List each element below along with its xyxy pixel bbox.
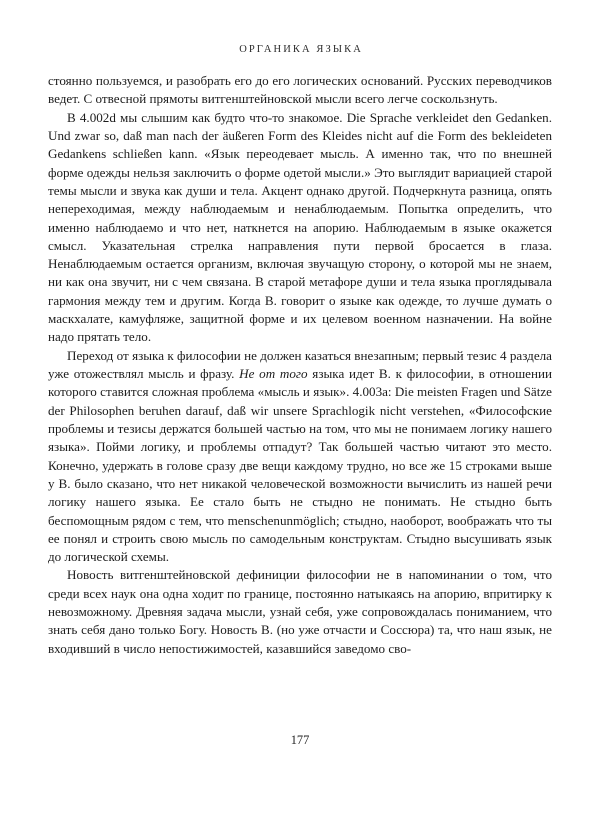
- paragraph-3-emphasis: Не от того: [239, 366, 308, 381]
- paragraph-3-tail: языка идет В. к философии, в отношении которого ставится сложная проблема «мысль и язык». 4.003a: Die meisten Fragen und Sätze der Philosophen beruhen darauf, daß wir unsere Sprachlogik nicht verstehen, «Философские проблемы и тезисы держатся большей частью на том, что мы не понимаем логику нашего языка». Пойми логику, и проблемы отпадут? Так большей частью читают это место. Конечно, удержать в голове сразу две вещи каждому трудно, но все же 15 строками выше у В. было сказано, что нет никакой человеческой возможности вычислить из нашей речи логику нашего языка. Ее стало быть не стыдно не понимать. Не стыдно быть беспомощным рядом с тем, что menschenunmöglich; стыдно, наоборот, воображать что ты ее понял и строить свою мысль по самодельным конструктам. Стыдно высушивать язык до логической схемы.: [48, 366, 552, 565]
- paragraph-3: [48, 347, 552, 567]
- running-head: ОРГАНИКА ЯЗЫКА: [239, 44, 363, 55]
- body-text-block: [48, 72, 552, 658]
- paragraph-4: Новость витгенштейновской дефиниции философии не в напоминании о том, что среди всех наук она одна ходит по границе, постоянно натыкаясь на апорию, впритирку к невозможному. Древняя задача мысли, узнай себя, уже сопровождалась пониманием, что знать себя дано только Богу. Новость В. (но уже отчасти и Соссюра) та, что наш язык, не входивший в число непостижимостей, казавшийся заведомо сво-: [48, 567, 552, 656]
- paragraph-1: стоянно пользуемся, и разобрать его до его логических оснований. Русских переводчиков ведет. С отвесной прямоты витгенштейновской мысли всего легче соскользнуть.: [48, 73, 552, 107]
- page-number: 177: [290, 733, 310, 747]
- paragraph-3-lead: Переход от языка к философии не должен казаться внезапным; первый тезис 4 раздела уже отожествлял мысль и фразу.: [48, 347, 552, 381]
- paragraph-2: В 4.002d мы слышим как будто что-то знакомое. Die Sprache verkleidet den Gedanken. Und zwar so, daß man nach der äußeren Form des Kleides nicht auf die Form des bekleideten Gedankens schließen kann. «Язык переодевает мысль. А именно так, что по внешней форме одежды нельзя заключить о форме одетой мысли.» Это выглядит вариацией старой темы мысли и звука как души и тела. Акцент однако другой. Подчеркнута разница, опять непереходимая, между наблюдаемым и ненаблюдаемым. Попытка определить, что именно наблюдаемо и что нет, наткнется на апорию. Наблюдаемым в языке окажется смысл. Указательная стрелка направления пути первой бросается в глаза. Ненаблюдаемым остается организм, включая звучащую сторону, о которой мы не знаем, ни как она звучит, ни с чем связана. В старой метафоре души и тела языка проглядывала гармония между тем и другим. Когда В. говорит о языке как одежде, то лучше думать о маскхалате, камуфляже, защитной форме и их целевом военном назначении. На войне надо прятать тело.: [48, 109, 552, 345]
